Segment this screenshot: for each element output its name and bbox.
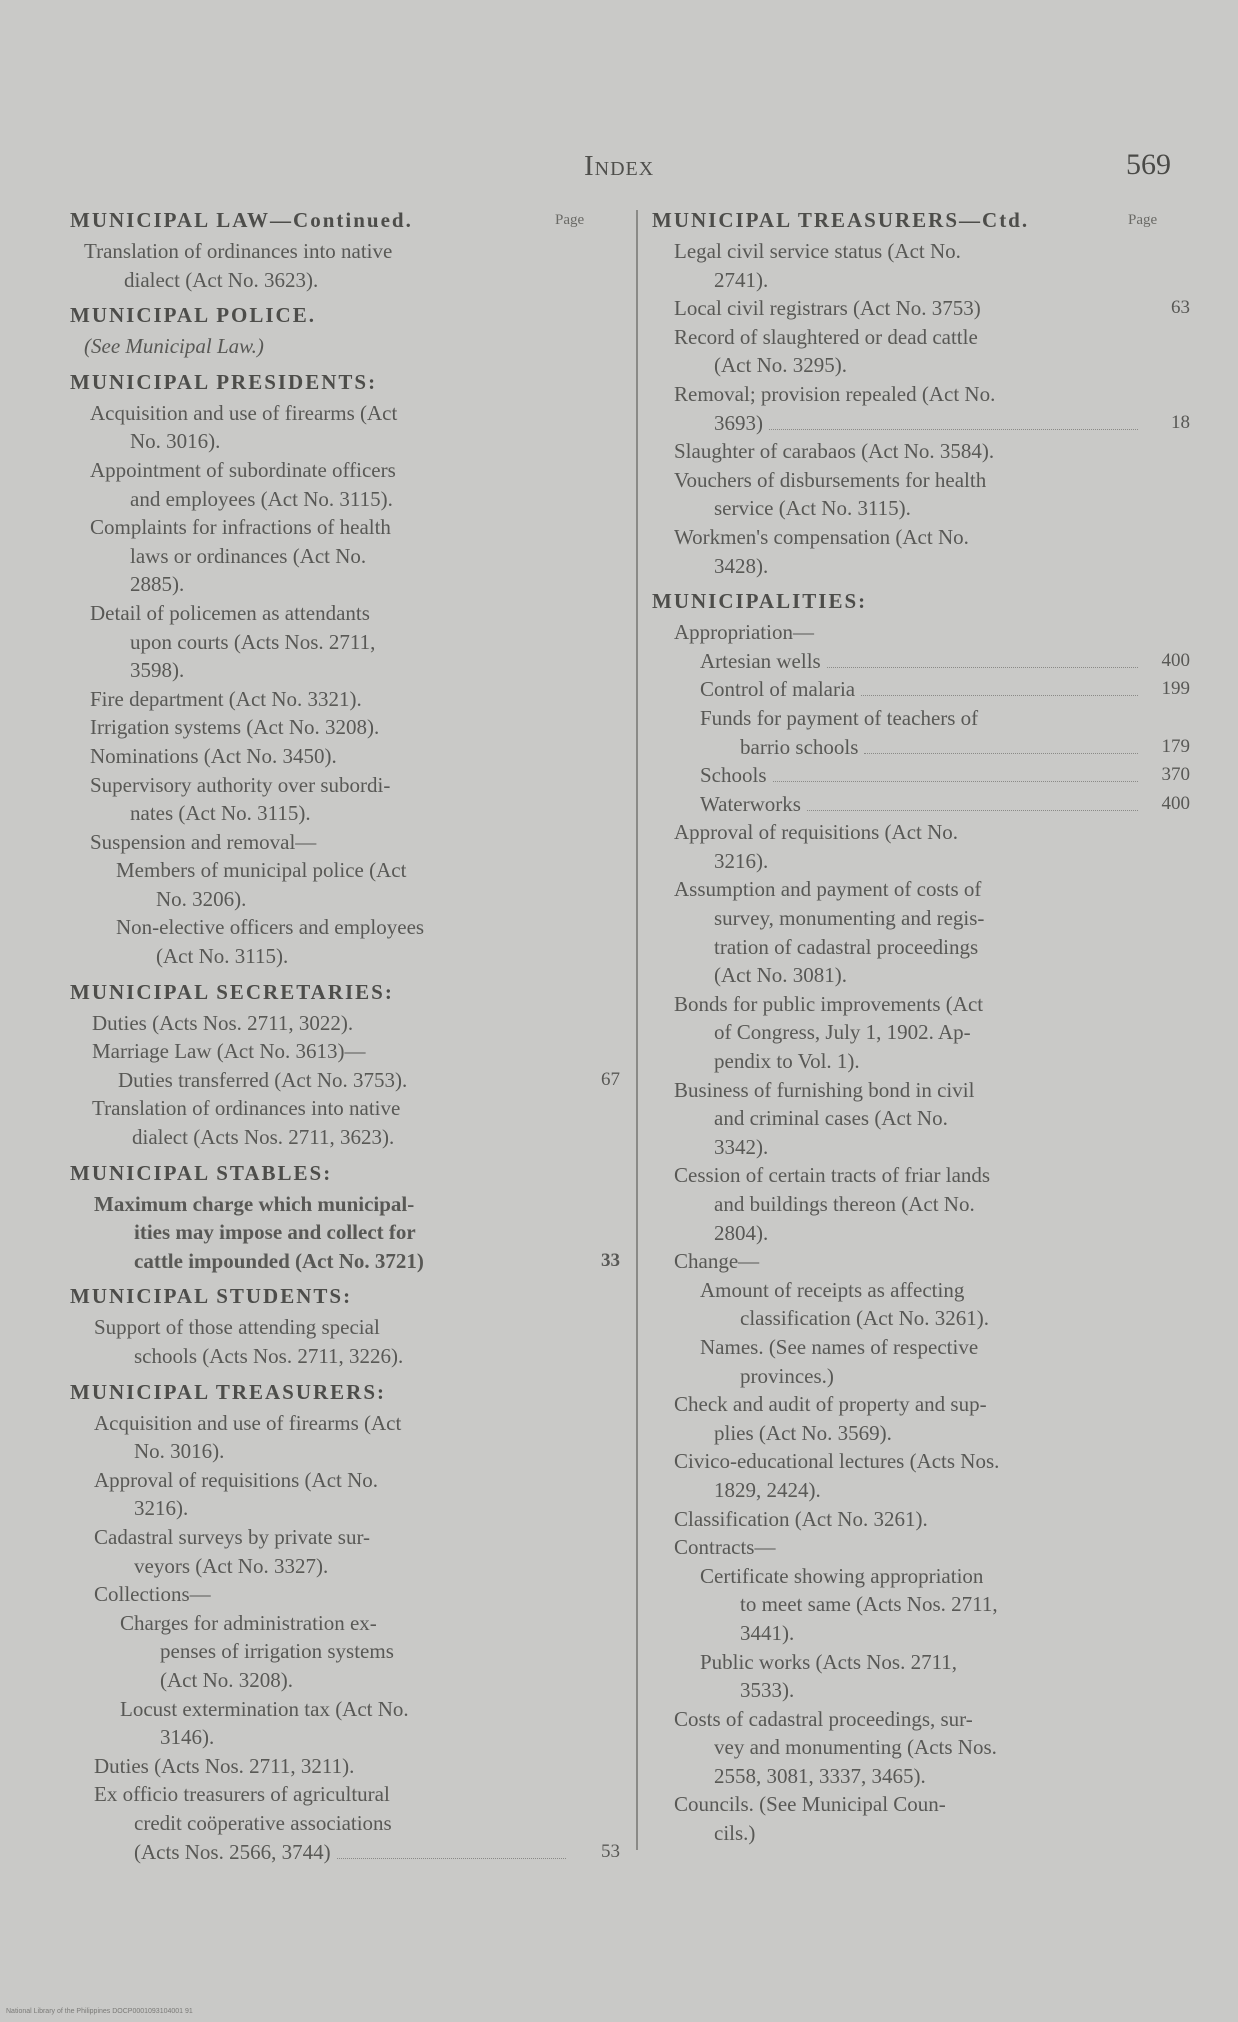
entry-line: Non-elective officers and employees [116, 915, 425, 940]
entry-line: Cession of certain tracts of friar lands [674, 1163, 991, 1188]
entry-line: Appointment of subordinate officers [90, 457, 396, 482]
entry-line: (Act No. 3208). [160, 1667, 293, 1692]
page-number: 569 [1126, 148, 1171, 181]
entry-line: nates (Act No. 3115). [130, 801, 311, 826]
index-entry [70, 1780, 620, 1866]
entry-line: cils.) [714, 1821, 756, 1846]
entry-line: Assumption and payment of costs of [674, 877, 982, 902]
entry-line: 1829, 2424). [714, 1477, 821, 1502]
index-entry [70, 332, 610, 361]
index-entry [70, 1094, 610, 1151]
entry-line: MUNICIPAL TREASURERS—Ctd. [652, 208, 1030, 232]
index-entry [652, 1247, 1182, 1276]
entry-line: Cadastral surveys by private sur- [94, 1524, 371, 1549]
entry-line: Acquisition and use of firearms (Act [90, 400, 398, 425]
index-heading [70, 205, 610, 235]
index-entry [652, 1390, 1182, 1447]
leader-dots [864, 743, 1138, 754]
entry-line: credit coöperative associations [134, 1810, 392, 1835]
index-entry [652, 1333, 1182, 1390]
entry-line: MUNICIPAL STABLES: [70, 1160, 333, 1185]
entry-line: 3598). [130, 658, 185, 683]
entry-line: (Act No. 3295). [714, 353, 847, 378]
page-reference: 33 [601, 1249, 620, 1271]
index-heading [70, 1377, 610, 1407]
index-entry [70, 828, 610, 857]
index-entry [652, 1533, 1182, 1562]
entry-line: 2885). [130, 572, 185, 597]
index-heading [70, 300, 610, 330]
entry-line: Ex officio treasurers of agricultural [94, 1782, 390, 1807]
scan-footer-note: National Library of the Philippines DOCP0001093104001 91 [6, 2008, 193, 2015]
index-heading [70, 1281, 610, 1311]
entry-line: Control of malaria [700, 675, 1182, 704]
entry-line: 3693) [674, 409, 1182, 438]
entry-line: Local civil registrars (Act No. 3753) [674, 296, 981, 321]
index-entry [652, 237, 1182, 294]
leader-dots [807, 800, 1138, 811]
entry-line: schools (Acts Nos. 2711, 3226). [134, 1344, 404, 1368]
entry-line: survey, monumenting and regis- [714, 906, 985, 931]
column-divider [636, 210, 638, 1850]
index-entry [652, 1161, 1182, 1247]
index-entry [70, 856, 610, 913]
index-entry [652, 323, 1182, 380]
entry-line: Workmen's compensation (Act No. [674, 524, 969, 549]
entry-line: (Act No. 3115). [156, 944, 289, 969]
entry-line: Locust extermination tax (Act No. [120, 1696, 409, 1721]
index-entry [70, 513, 610, 599]
entry-line: Certificate showing appropriation [700, 1563, 984, 1588]
page-reference: 400 [1161, 649, 1190, 671]
leader-dots [769, 419, 1138, 430]
index-entry [70, 399, 610, 456]
entry-line: Waterworks [700, 790, 1182, 819]
page-reference: 370 [1161, 764, 1190, 786]
leader-dots [337, 1848, 566, 1859]
index-entry [652, 1790, 1182, 1847]
entry-line: Appropriation— [674, 620, 814, 645]
index-entry [652, 818, 1182, 875]
page-reference: 18 [1171, 411, 1190, 433]
entry-line: Approval of requisitions (Act No. [94, 1467, 379, 1492]
entry-line: to meet same (Acts Nos. 2711, [740, 1592, 998, 1617]
index-entry [70, 742, 610, 771]
index-entry [70, 1523, 610, 1580]
index-entry [70, 713, 610, 742]
entry-line: Slaughter of carabaos (Act No. 3584). [674, 439, 995, 464]
entry-line: Removal; provision repealed (Act No. [674, 381, 996, 406]
index-heading [70, 1158, 610, 1188]
entry-line: veyors (Act No. 3327). [134, 1553, 329, 1578]
index-entry [652, 704, 1190, 761]
entry-line: dialect (Act No. 3623). [124, 267, 319, 292]
entry-line: and criminal cases (Act No. [714, 1106, 948, 1131]
entry-line: Civico-educational lectures (Acts Nos. [674, 1449, 1000, 1474]
entry-line: MUNICIPAL TREASURERS: [70, 1379, 387, 1404]
entry-line: 3216). [714, 848, 769, 873]
page-reference: 179 [1161, 735, 1190, 757]
index-entry [652, 380, 1190, 437]
entry-line: barrio schools [700, 733, 1182, 762]
entry-line: and buildings thereon (Act No. [714, 1192, 975, 1216]
index-entry [70, 456, 610, 513]
index-entry [652, 790, 1190, 819]
entry-line: 3441). [740, 1620, 795, 1645]
entry-line: Duties transferred (Act No. 3753). [118, 1067, 408, 1092]
index-heading [652, 205, 1182, 235]
entry-line: plies (Act No. 3569). [714, 1420, 892, 1445]
entry-line: pendix to Vol. 1). [714, 1049, 860, 1074]
entry-line: Legal civil service status (Act No. [674, 239, 961, 263]
entry-line: Translation of ordinances into native [92, 1096, 401, 1121]
leader-dots [861, 685, 1138, 696]
entry-line: MUNICIPAL STUDENTS: [70, 1284, 353, 1309]
page-reference: 400 [1161, 792, 1190, 814]
index-entry [652, 875, 1182, 989]
entry-line: Amount of receipts as affecting [700, 1277, 965, 1302]
index-entry [652, 437, 1182, 466]
entry-line: Collections— [94, 1582, 211, 1607]
index-entry [652, 1648, 1182, 1705]
entry-line: tration of cadastral proceedings [714, 934, 979, 959]
index-entry [652, 761, 1190, 790]
entry-line: 2804). [714, 1220, 769, 1245]
entry-line: Costs of cadastral proceedings, sur- [674, 1706, 973, 1731]
entry-line: service (Act No. 3115). [714, 496, 911, 521]
entry-line: No. 3206). [156, 886, 247, 911]
index-heading [652, 586, 1182, 616]
index-entry [70, 237, 610, 294]
entry-line: Translation of ordinances into native [84, 239, 393, 263]
index-entry [70, 913, 610, 970]
right-column-page-label: Page [1128, 212, 1158, 228]
index-heading [70, 977, 610, 1007]
entry-line: 3428). [714, 553, 769, 578]
entry-line: 3216). [134, 1496, 189, 1521]
entry-line: Contracts— [674, 1535, 776, 1560]
entry-line: (See Municipal Law.) [84, 334, 264, 359]
entry-line: Duties (Acts Nos. 2711, 3211). [94, 1753, 355, 1778]
index-entry [70, 1190, 620, 1276]
entry-line: MUNICIPAL POLICE. [70, 303, 316, 328]
entry-line: Vouchers of disbursements for health [674, 467, 987, 492]
entry-line: Record of slaughtered or dead cattle [674, 324, 978, 349]
entry-line: (Acts Nos. 2566, 3744) [94, 1838, 610, 1867]
entry-line: upon courts (Acts Nos. 2711, [130, 629, 376, 654]
entry-line: Approval of requisitions (Act No. [674, 820, 959, 845]
leader-dots [773, 771, 1138, 782]
entry-line: 3146). [160, 1725, 215, 1750]
index-entry [70, 1066, 620, 1095]
index-entry [70, 685, 610, 714]
index-entry [652, 618, 1182, 647]
page-reference: 53 [601, 1840, 620, 1862]
entry-line: laws or ordinances (Act No. [130, 543, 367, 568]
entry-line: ities may impose and collect for [134, 1220, 416, 1245]
entry-line: Councils. (See Municipal Coun- [674, 1792, 946, 1817]
entry-line: Irrigation systems (Act No. 3208). [90, 715, 380, 740]
entry-line: penses of irrigation systems [160, 1639, 394, 1664]
left-column [70, 205, 620, 1866]
entry-line: dialect (Acts Nos. 2711, 3623). [132, 1125, 395, 1150]
entry-line: 3342). [714, 1134, 769, 1159]
index-entry [652, 466, 1182, 523]
index-entry [652, 647, 1190, 676]
entry-line: Check and audit of property and sup- [674, 1392, 987, 1417]
entry-line: 2741). [714, 267, 769, 292]
entry-line: Duties (Acts Nos. 2711, 3022). [92, 1010, 354, 1035]
index-entry [70, 1752, 610, 1781]
index-entry [652, 1705, 1182, 1791]
entry-line: No. 3016). [134, 1439, 225, 1464]
entry-line: 2558, 3081, 3337, 3465). [714, 1763, 926, 1788]
leader-dots [827, 657, 1138, 668]
entry-line: Fire department (Act No. 3321). [90, 686, 362, 711]
entry-line: MUNICIPAL LAW—Continued. [70, 208, 413, 232]
entry-line: Classification (Act No. 3261). [674, 1506, 928, 1531]
entry-line: Complaints for infractions of health [90, 515, 391, 540]
index-entry [70, 1580, 610, 1609]
running-head: Index [584, 150, 655, 182]
entry-line: Schools [700, 761, 1182, 790]
index-entry [652, 1076, 1182, 1162]
index-entry [70, 1466, 610, 1523]
entry-line: Funds for payment of teachers of [700, 705, 979, 730]
entry-line: Names. (See names of respective [700, 1334, 979, 1359]
entry-line: Detail of policemen as attendants [90, 600, 370, 625]
entry-line: Artesian wells [700, 647, 1182, 676]
index-entry [70, 599, 610, 685]
entry-line: No. 3016). [130, 429, 221, 454]
index-entry [70, 771, 610, 828]
page-reference: 199 [1161, 678, 1190, 700]
left-column-page-label: Page [555, 212, 585, 228]
index-entry [652, 1447, 1182, 1504]
right-column [652, 205, 1190, 1848]
entry-line: classification (Act No. 3261). [740, 1306, 990, 1331]
index-entry [70, 1609, 610, 1695]
entry-line: provinces.) [740, 1363, 834, 1388]
index-entry [652, 1562, 1182, 1648]
entry-line: MUNICIPAL SECRETARIES: [70, 979, 394, 1004]
entry-line: cattle impounded (Act No. 3721) [134, 1248, 424, 1273]
entry-line: Charges for administration ex- [120, 1610, 377, 1635]
page-reference: 67 [601, 1068, 620, 1090]
index-entry [652, 1505, 1182, 1534]
entry-line: Nominations (Act No. 3450). [90, 743, 337, 768]
entry-line: Support of those attending special [94, 1315, 380, 1340]
entry-line: Maximum charge which municipal- [94, 1191, 415, 1216]
entry-line: MUNICIPALITIES: [652, 589, 868, 614]
page-reference: 63 [1171, 297, 1190, 319]
entry-line: and employees (Act No. 3115). [130, 486, 393, 511]
entry-line: of Congress, July 1, 1902. Ap- [714, 1020, 971, 1045]
index-entry [70, 1409, 610, 1466]
entry-line: Marriage Law (Act No. 3613)— [92, 1039, 366, 1064]
index-entry [652, 675, 1190, 704]
index-heading [70, 367, 610, 397]
index-entry [652, 294, 1190, 323]
index-entry [70, 1313, 610, 1370]
index-entry [70, 1037, 610, 1066]
index-entry [652, 523, 1182, 580]
index-entry [70, 1009, 610, 1038]
entry-line: 3533). [740, 1678, 795, 1703]
entry-line: Public works (Acts Nos. 2711, [700, 1649, 958, 1674]
entry-line: Acquisition and use of firearms (Act [94, 1410, 402, 1435]
index-entry [652, 990, 1182, 1076]
entry-line: Suspension and removal— [90, 829, 317, 854]
entry-line: Supervisory authority over subordi- [90, 772, 391, 797]
index-entry [652, 1276, 1182, 1333]
entry-line: vey and monumenting (Acts Nos. [714, 1735, 997, 1760]
entry-line: Business of furnishing bond in civil [674, 1077, 975, 1102]
entry-line: (Act No. 3081). [714, 963, 847, 988]
entry-line: Bonds for public improvements (Act [674, 991, 984, 1016]
entry-line: Members of municipal police (Act [116, 858, 407, 883]
entry-line: MUNICIPAL PRESIDENTS: [70, 369, 378, 394]
entry-line: Change— [674, 1249, 760, 1274]
index-entry [70, 1695, 610, 1752]
